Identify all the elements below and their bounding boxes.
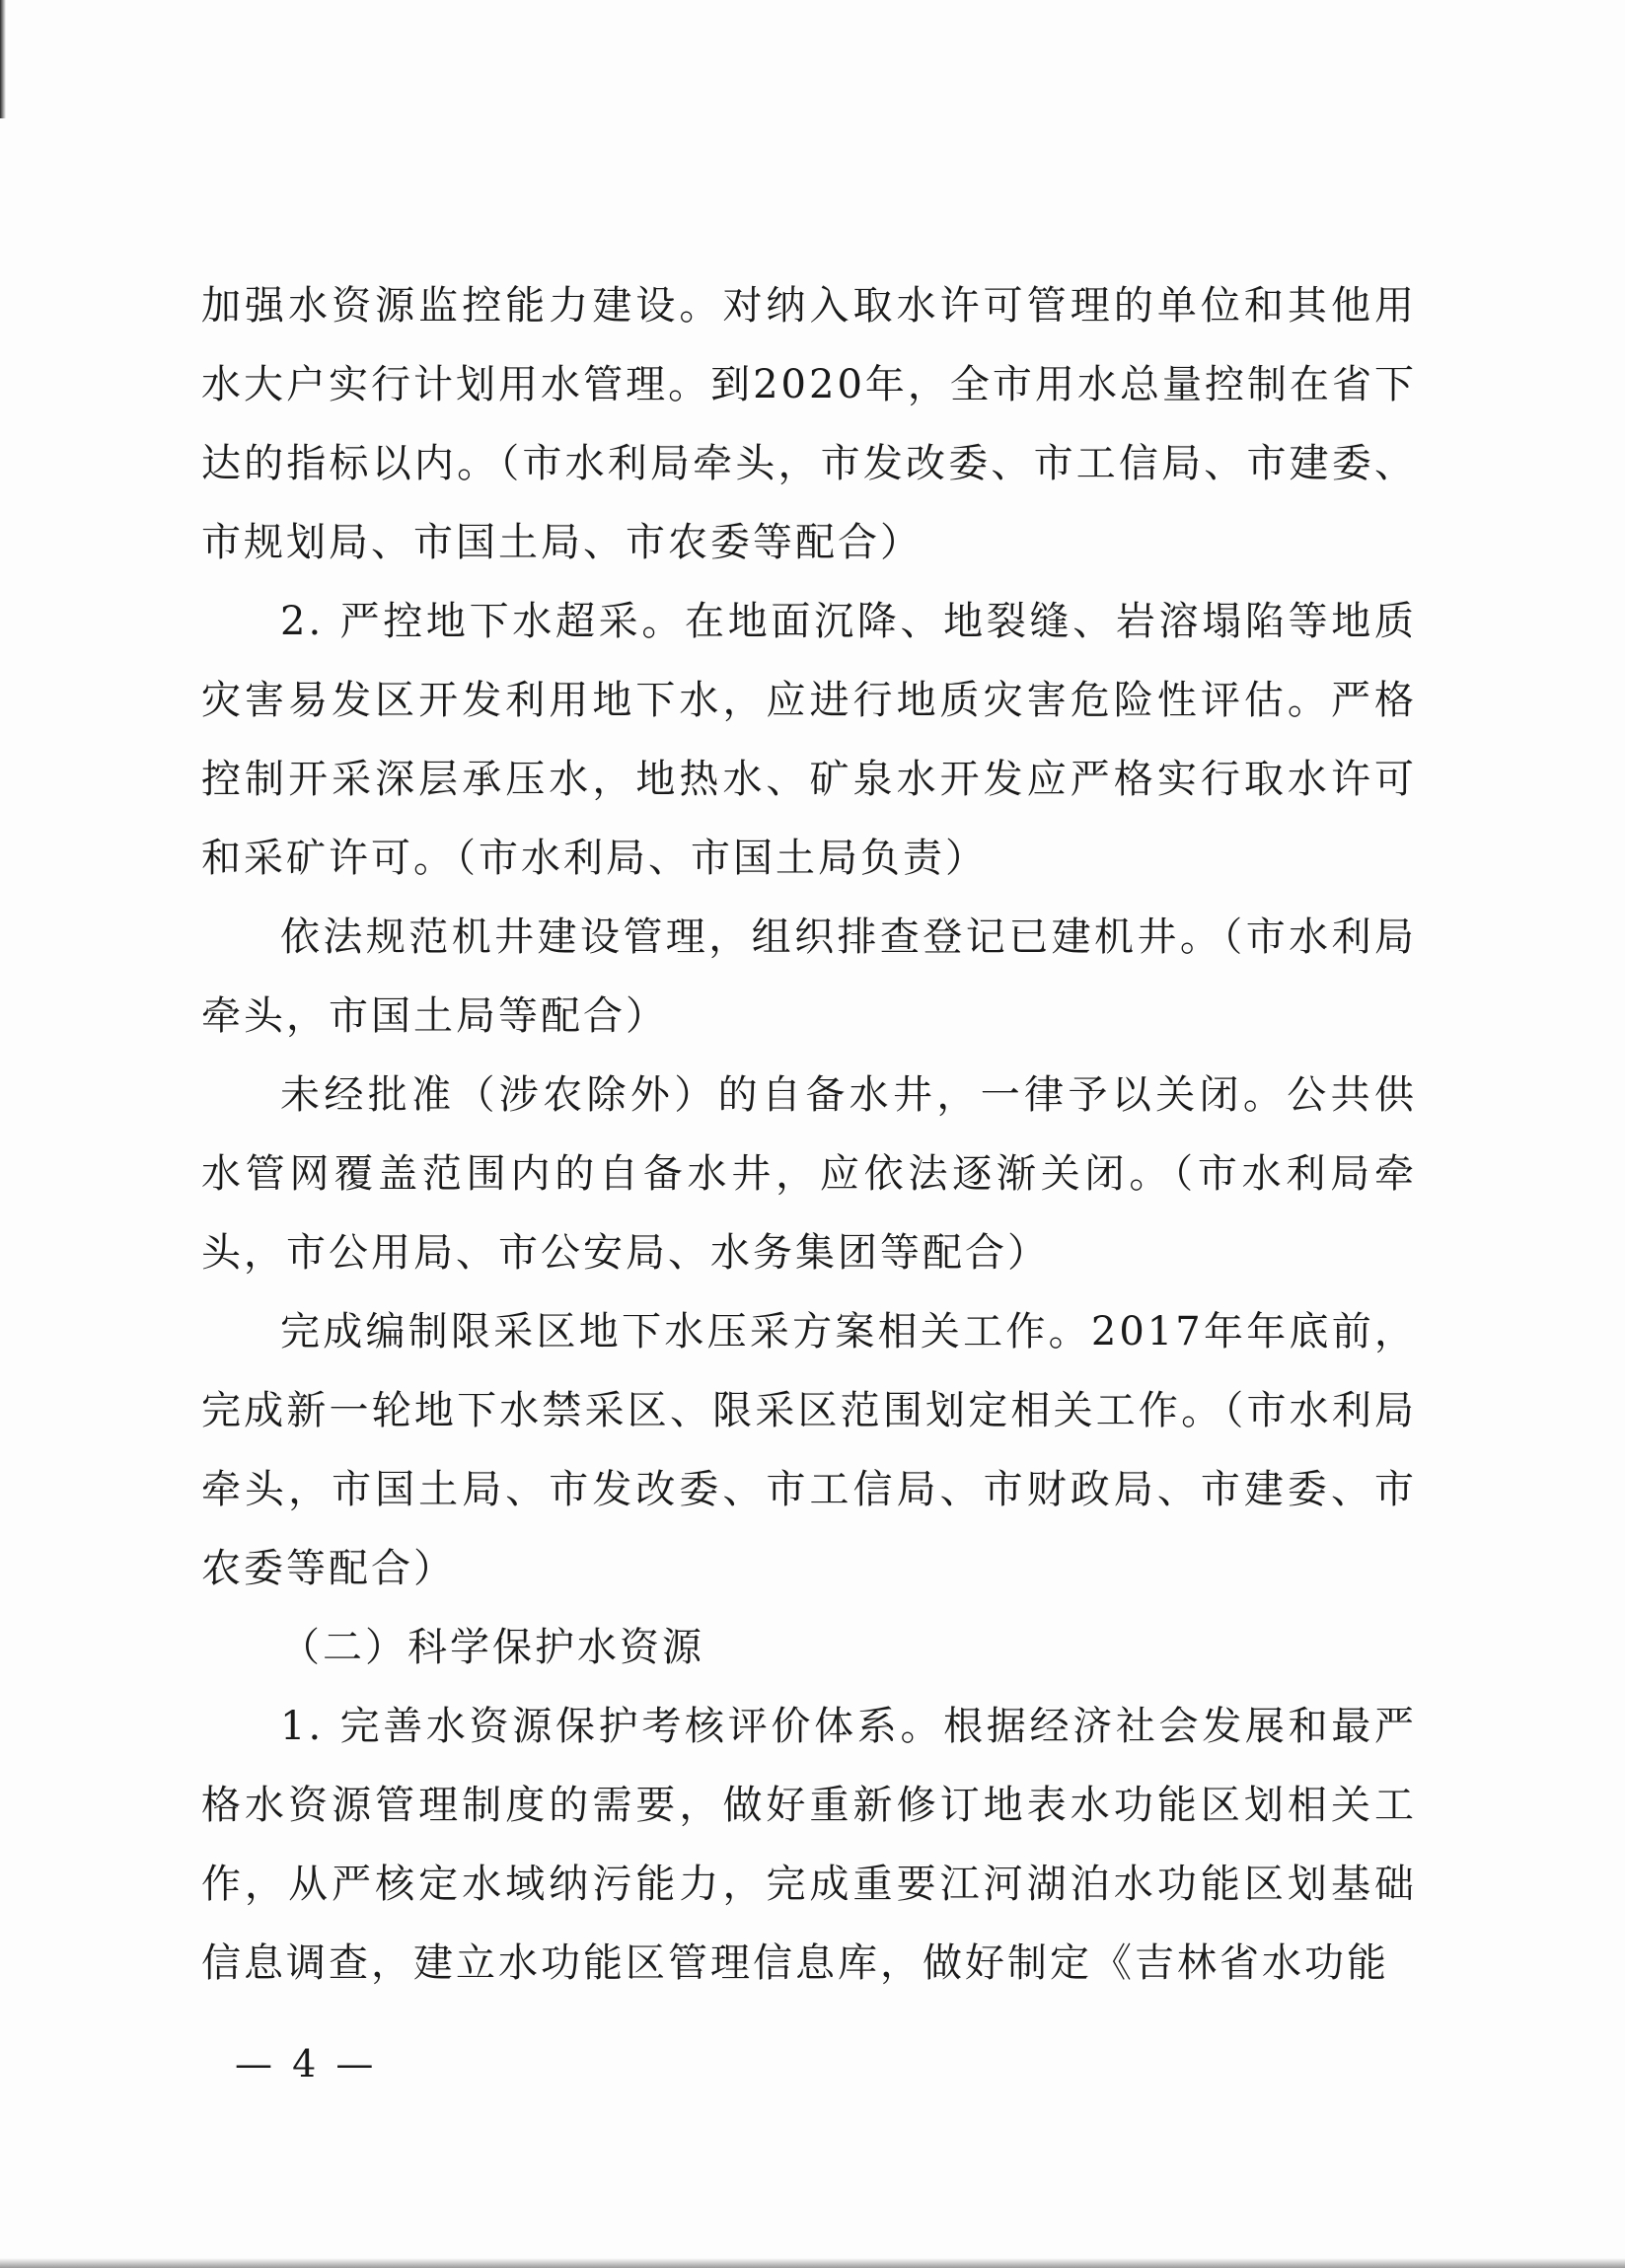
paragraph-1: 加强水资源监控能力建设。对纳入取水许可管理的单位和其他用水大户实行计划用水管理。到2020年，全市用水总量控制在省下达的指标以内。（市水利局牵头，市发改委、市工信局、市建委、市规划局、市国土局、市农委等配合） <box>201 283 1417 565</box>
document-body <box>201 266 1417 2003</box>
paragraph-7: 1. 完善水资源保护考核评价体系。根据经济社会发展和最严格水资源管理制度的需要，做好重新修订地表水功能区划相关工作，从严核定水域纳污能力，完成重要江河湖泊水功能区划基础信息调查，建立水功能区管理信息库，做好制定《吉林省水功能 <box>201 1704 1417 1986</box>
paragraph-2: 2. 严控地下水超采。在地面沉降、地裂缝、岩溶塌陷等地质灾害易发区开发利用地下水，应进行地质灾害危险性评估。严格控制开采深层承压水，地热水、矿泉水开发应严格实行取水许可和采矿许可。（市水利局、市国土局负责） <box>201 599 1417 881</box>
scan-edge-bottom <box>0 2258 1625 2268</box>
section-heading: （二）科学保护水资源 <box>280 1625 704 1670</box>
scan-edge-shadow <box>0 0 6 118</box>
page-number: — 4 — <box>235 2042 378 2085</box>
paragraph-3: 依法规范机井建设管理，组织排查登记已建机井。（市水利局牵头，市国土局等配合） <box>201 915 1417 1039</box>
paragraph-5: 完成编制限采区地下水压采方案相关工作。2017年年底前，完成新一轮地下水禁采区、限采区范围划定相关工作。（市水利局牵头，市国土局、市发改委、市工信局、市财政局、市建委、市农委等配合） <box>201 1309 1417 1591</box>
paragraph-4: 未经批准（涉农除外）的自备水井，一律予以关闭。公共供水管网覆盖范围内的自备水井，应依法逐渐关闭。（市水利局牵头，市公用局、市公安局、水务集团等配合） <box>201 1072 1417 1276</box>
